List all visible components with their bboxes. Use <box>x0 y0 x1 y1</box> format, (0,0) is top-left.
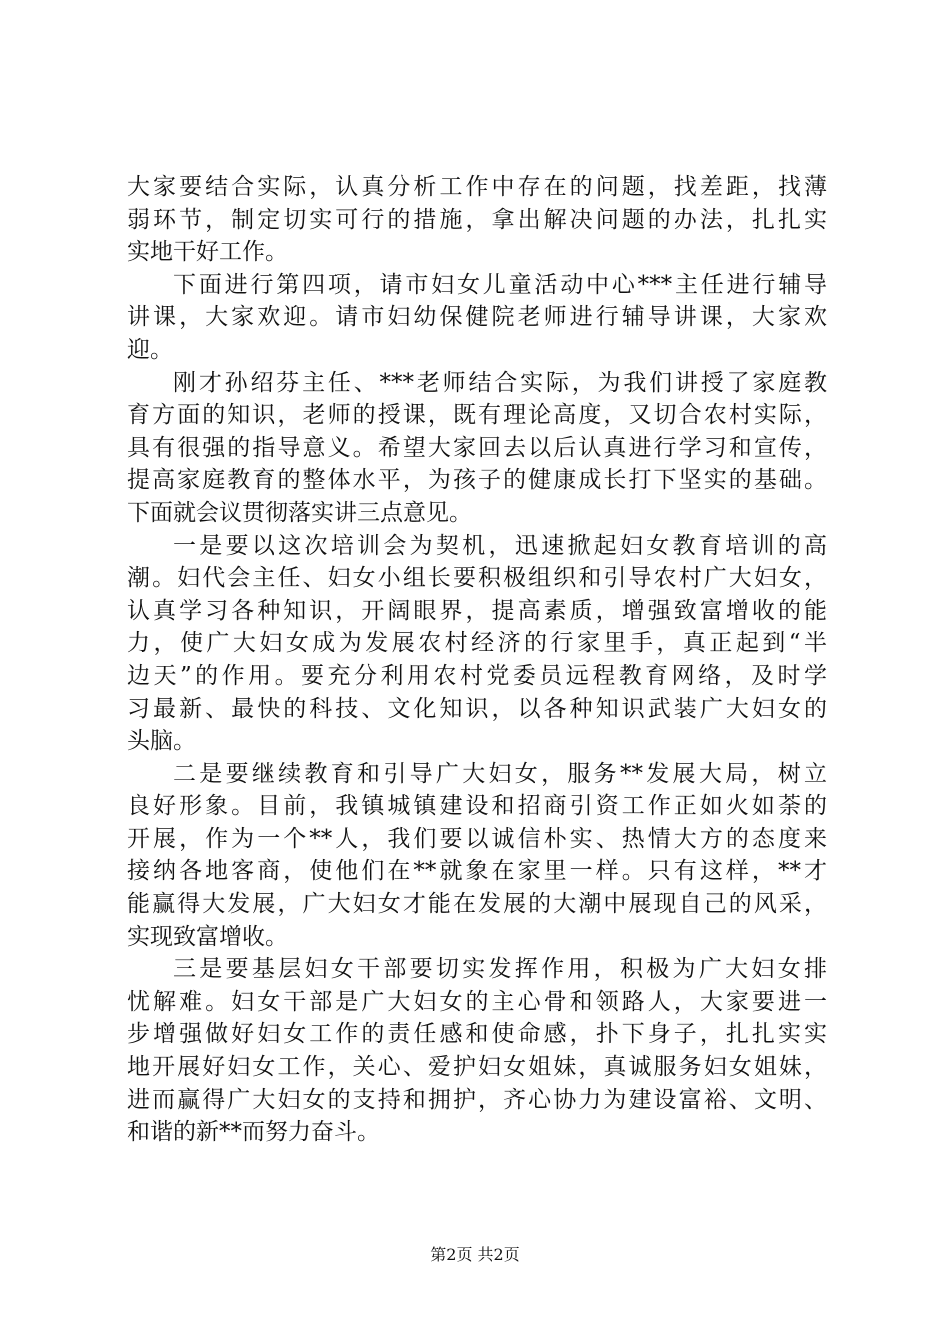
text-line: 能赢得大发展，广大妇女才能在发展的大潮中展现自己的风采， <box>127 891 827 918</box>
text-line: 大家要结合实际，认真分析工作中存在的问题，找差距，找薄 <box>127 174 827 200</box>
text-line: 力，使广大妇女成为发展农村经济的行家里手，真正起到“半 <box>127 630 827 657</box>
text-line: 育方面的知识，老师的授课，既有理论高度，又切合农村实际， <box>127 402 827 429</box>
text-line: 边天”的作用。要充分利用农村党委员远程教育网络，及时学 <box>127 662 827 689</box>
text-line: 开展，作为一个**人，我们要以诚信朴实、热情大方的态度来 <box>127 825 827 852</box>
text-line: 地开展好妇女工作，关心、爱护妇女姐妹，真诚服务妇女姐妹， <box>127 1054 827 1081</box>
text-line: 弱环节，制定切实可行的措施，拿出解决问题的办法，扎扎实 <box>127 206 827 233</box>
text-line: 接纳各地客商，使他们在**就象在家里一样。只有这样，**才 <box>127 858 827 885</box>
text-line: 实地干好工作。 <box>127 239 288 266</box>
text-line: 刚才孙绍芬主任、***老师结合实际，为我们讲授了家庭教 <box>173 369 827 396</box>
text-line: 忧解难。妇女干部是广大妇女的主心骨和领路人，大家要进一 <box>127 988 827 1015</box>
text-line: 进而赢得广大妇女的支持和拥护，齐心协力为建设富裕、文明、 <box>127 1086 827 1113</box>
text-line: 习最新、最快的科技、文化知识，以各种知识武装广大妇女的 <box>127 695 827 722</box>
text-line: 和谐的新**而努力奋斗。 <box>127 1119 380 1146</box>
page-footer: 第2页 共2页 <box>430 1245 520 1264</box>
document-body <box>127 171 827 1149</box>
text-line: 步增强做好妇女工作的责任感和使命感，扑下身子，扎扎实实 <box>127 1021 827 1048</box>
text-line: 下面就会议贯彻落实讲三点意见。 <box>127 499 472 526</box>
text-line: 二是要继续教育和引导广大妇女，服务**发展大局，树立 <box>173 760 827 787</box>
text-line: 下面进行第四项，请市妇女儿童活动中心***主任进行辅导 <box>173 271 827 298</box>
text-line: 实现致富增收。 <box>127 923 288 950</box>
text-line: 头脑。 <box>127 728 196 755</box>
text-line: 认真学习各种知识，开阔眼界，提高素质，增强致富增收的能 <box>127 597 827 624</box>
text-line: 三是要基层妇女干部要切实发挥作用，积极为广大妇女排 <box>173 956 827 983</box>
text-line: 具有很强的指导意义。希望大家回去以后认真进行学习和宣传， <box>127 434 827 461</box>
text-line: 讲课，大家欢迎。请市妇幼保健院老师进行辅导讲课，大家欢 <box>127 304 827 331</box>
text-line: 潮。妇代会主任、妇女小组长要积极组织和引导农村广大妇女， <box>127 565 827 592</box>
text-line: 迎。 <box>127 336 173 363</box>
text-line: 提高家庭教育的整体水平，为孩子的健康成长打下坚实的基础。 <box>127 467 827 494</box>
text-line: 一是要以这次培训会为契机，迅速掀起妇女教育培训的高 <box>173 532 827 559</box>
text-line: 良好形象。目前，我镇城镇建设和招商引资工作正如火如荼的 <box>127 793 827 820</box>
